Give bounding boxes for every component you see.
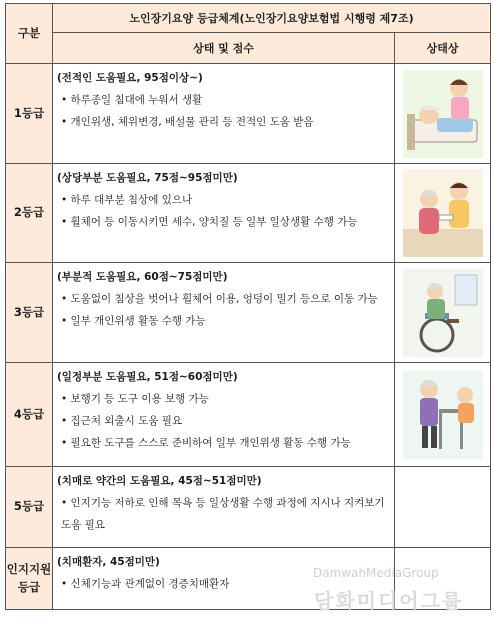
image-column-header: 상태상: [395, 33, 491, 64]
state-title: (일정부분 도움필요, 51점~60점미만): [57, 371, 238, 383]
table-row: [6, 164, 491, 263]
state-description: [53, 164, 395, 263]
care-grade-table: [5, 3, 491, 610]
state-description: [53, 467, 395, 548]
illustration-assisted-elder: [395, 164, 491, 263]
state-column-header: 상태 및 점수: [53, 33, 395, 64]
grade-label: 2등급: [6, 164, 53, 263]
illustration-bedridden-elder: [395, 64, 491, 164]
table-row: [6, 263, 491, 363]
state-item: • 개인위생, 체위변경, 배설물 관리 등 전적인 도움 받음: [61, 116, 314, 128]
state-item: • 집근처 외출시 도움 필요: [61, 415, 182, 427]
state-item: • 보행기 등 도구 이용 보행 가능: [61, 393, 209, 405]
state-item: • 필요한 도구를 스스로 준비하여 일부 개인위생 활동 수행 가능: [61, 437, 351, 449]
state-item: • 하루 대부분 침상에 있으나: [61, 194, 193, 206]
table-row: [6, 363, 491, 467]
state-item: • 휠체어 등 이동시키면 세수, 양치질 등 일부 일상생활 수행 가능: [61, 216, 358, 228]
grade-label: 인지지원등급: [6, 548, 53, 610]
grade-column-header: 구분: [6, 4, 53, 64]
grade-label: 1등급: [6, 64, 53, 164]
grade-label: 3등급: [6, 263, 53, 363]
state-description: [53, 64, 395, 164]
image-empty-cell: [395, 467, 491, 548]
state-title: (부분적 도움필요, 60점~75점미만): [57, 271, 228, 283]
table-title: 노인장기요양 등급체계(노인장기요양보험법 시행령 제7조): [53, 4, 491, 33]
state-title: (치매로 약간의 도움필요, 45점~51점미만): [57, 475, 262, 487]
state-title: (상당부분 도움필요, 75점~95점미만): [57, 172, 238, 184]
table-row: [6, 64, 491, 164]
state-description: [53, 363, 395, 467]
state-item: • 신체기능과 관계없이 경증치매환자: [61, 578, 230, 590]
state-item: • 하루종일 침대에 누워서 생활: [61, 94, 203, 106]
grade-label: 5등급: [6, 467, 53, 548]
state-item: • 인지기능 저하로 인해 목욕 등 일상생활 수행 과정에 지시나 지켜보기 도움 필요: [61, 497, 385, 531]
watermark-english: DamwahMediaGroup: [313, 566, 439, 580]
illustration-walker-elder: [395, 363, 491, 467]
watermark-korean: 담화미디어그룹: [314, 589, 464, 613]
grade-label: 4등급: [6, 363, 53, 467]
illustration-wheelchair-elder: [395, 263, 491, 363]
state-title: (전적인 도움필요, 95점이상~): [57, 72, 203, 84]
table-row: [6, 467, 491, 548]
state-item: • 도움없이 침상을 벗어나 휠체어 이용, 엉덩이 밀기 등으로 이동 가능: [61, 293, 378, 305]
state-title: (치매환자, 45점미만): [57, 556, 160, 568]
state-item: • 일부 개인위생 활동 수행 가능: [61, 315, 206, 327]
state-description: [53, 263, 395, 363]
